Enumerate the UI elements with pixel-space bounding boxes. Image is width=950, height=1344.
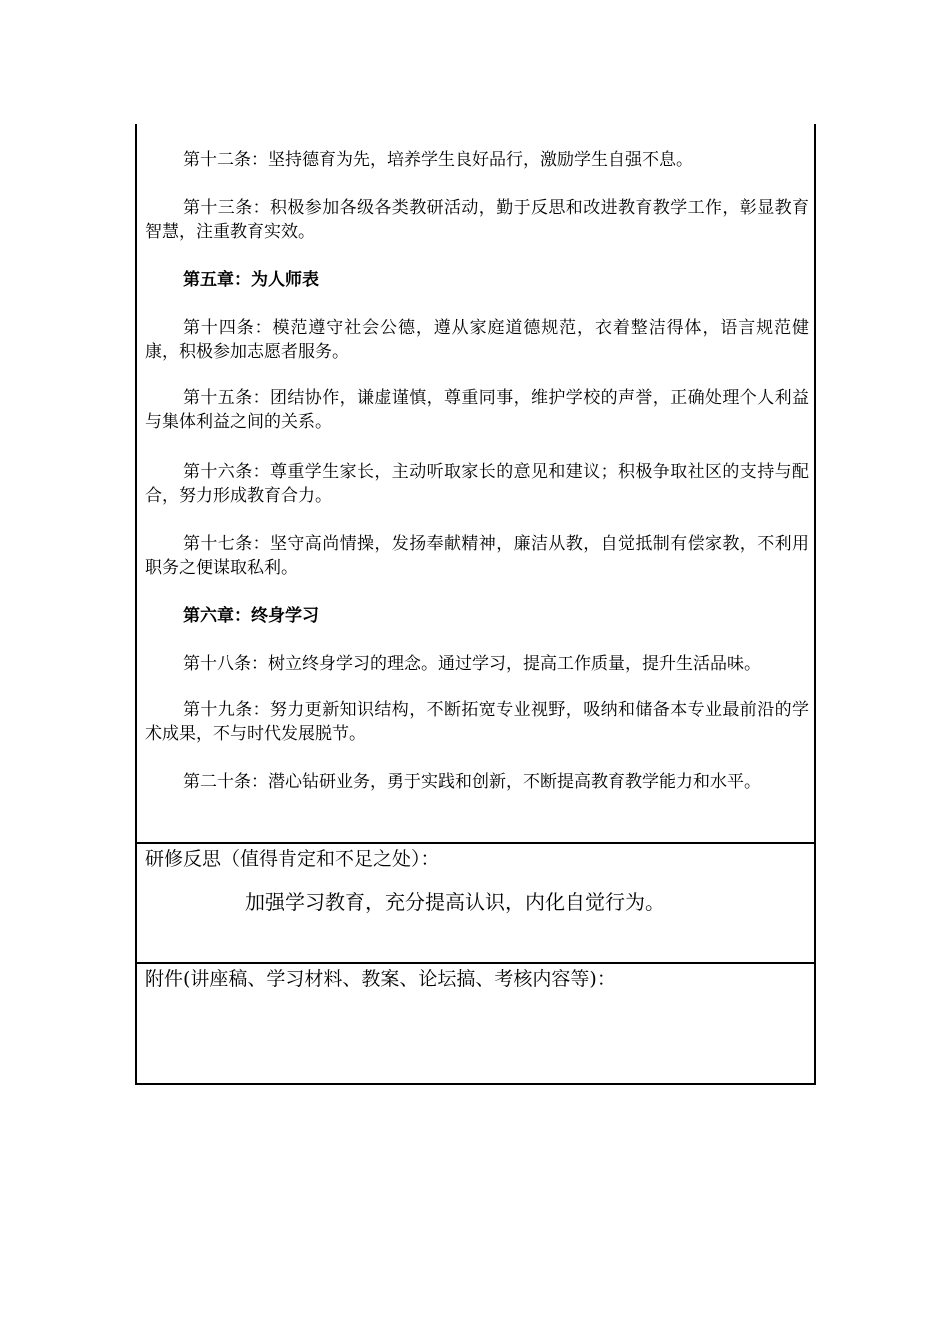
reflection-label: 研修反思（值得肯定和不足之处）： [145, 848, 440, 870]
reflection-content: 加强学习教育，充分提高认识，内化自觉行为。 [245, 890, 665, 914]
article-12: 第十二条：坚持德育为先，培养学生良好品行，激励学生自强不息。 [183, 150, 693, 170]
article-15: 第十五条：团结协作，谦虚谨慎，尊重同事，维护学校的声誉，正确处理个人利益与集体利益之间的关系。 [145, 388, 809, 432]
article-14: 第十四条：模范遵守社会公德，遵从家庭道德规范，衣着整洁得体，语言规范健康，积极参加志愿者服务。 [145, 318, 809, 362]
article-19: 第十九条：努力更新知识结构，不断拓宽专业视野，吸纳和储备本专业最前沿的学术成果，不与时代发展脱节。 [145, 700, 809, 744]
row-divider-attachment [137, 962, 814, 964]
article-20: 第二十条：潜心钻研业务，勇于实践和创新，不断提高教育教学能力和水平。 [183, 772, 761, 792]
chapter-6-heading: 第六章：终身学习 [183, 606, 319, 626]
record-table [135, 124, 816, 1085]
row-divider-reflection [137, 842, 814, 844]
article-18: 第十八条：树立终身学习的理念。通过学习，提高工作质量，提升生活品味。 [183, 654, 761, 674]
article-17: 第十七条：坚守高尚情操，发扬奉献精神，廉洁从教，自觉抵制有偿家教，不利用职务之便谋取私利。 [145, 534, 809, 578]
attachment-label: 附件(讲座稿、学习材料、教案、论坛搞、考核内容等)： [145, 968, 616, 990]
article-16: 第十六条：尊重学生家长，主动听取家长的意见和建议；积极争取社区的支持与配合，努力形成教育合力。 [145, 462, 809, 506]
article-13: 第十三条：积极参加各级各类教研活动，勤于反思和改进教育教学工作，彰显教育智慧，注重教育实效。 [145, 198, 809, 242]
chapter-5-heading: 第五章：为人师表 [183, 270, 319, 290]
